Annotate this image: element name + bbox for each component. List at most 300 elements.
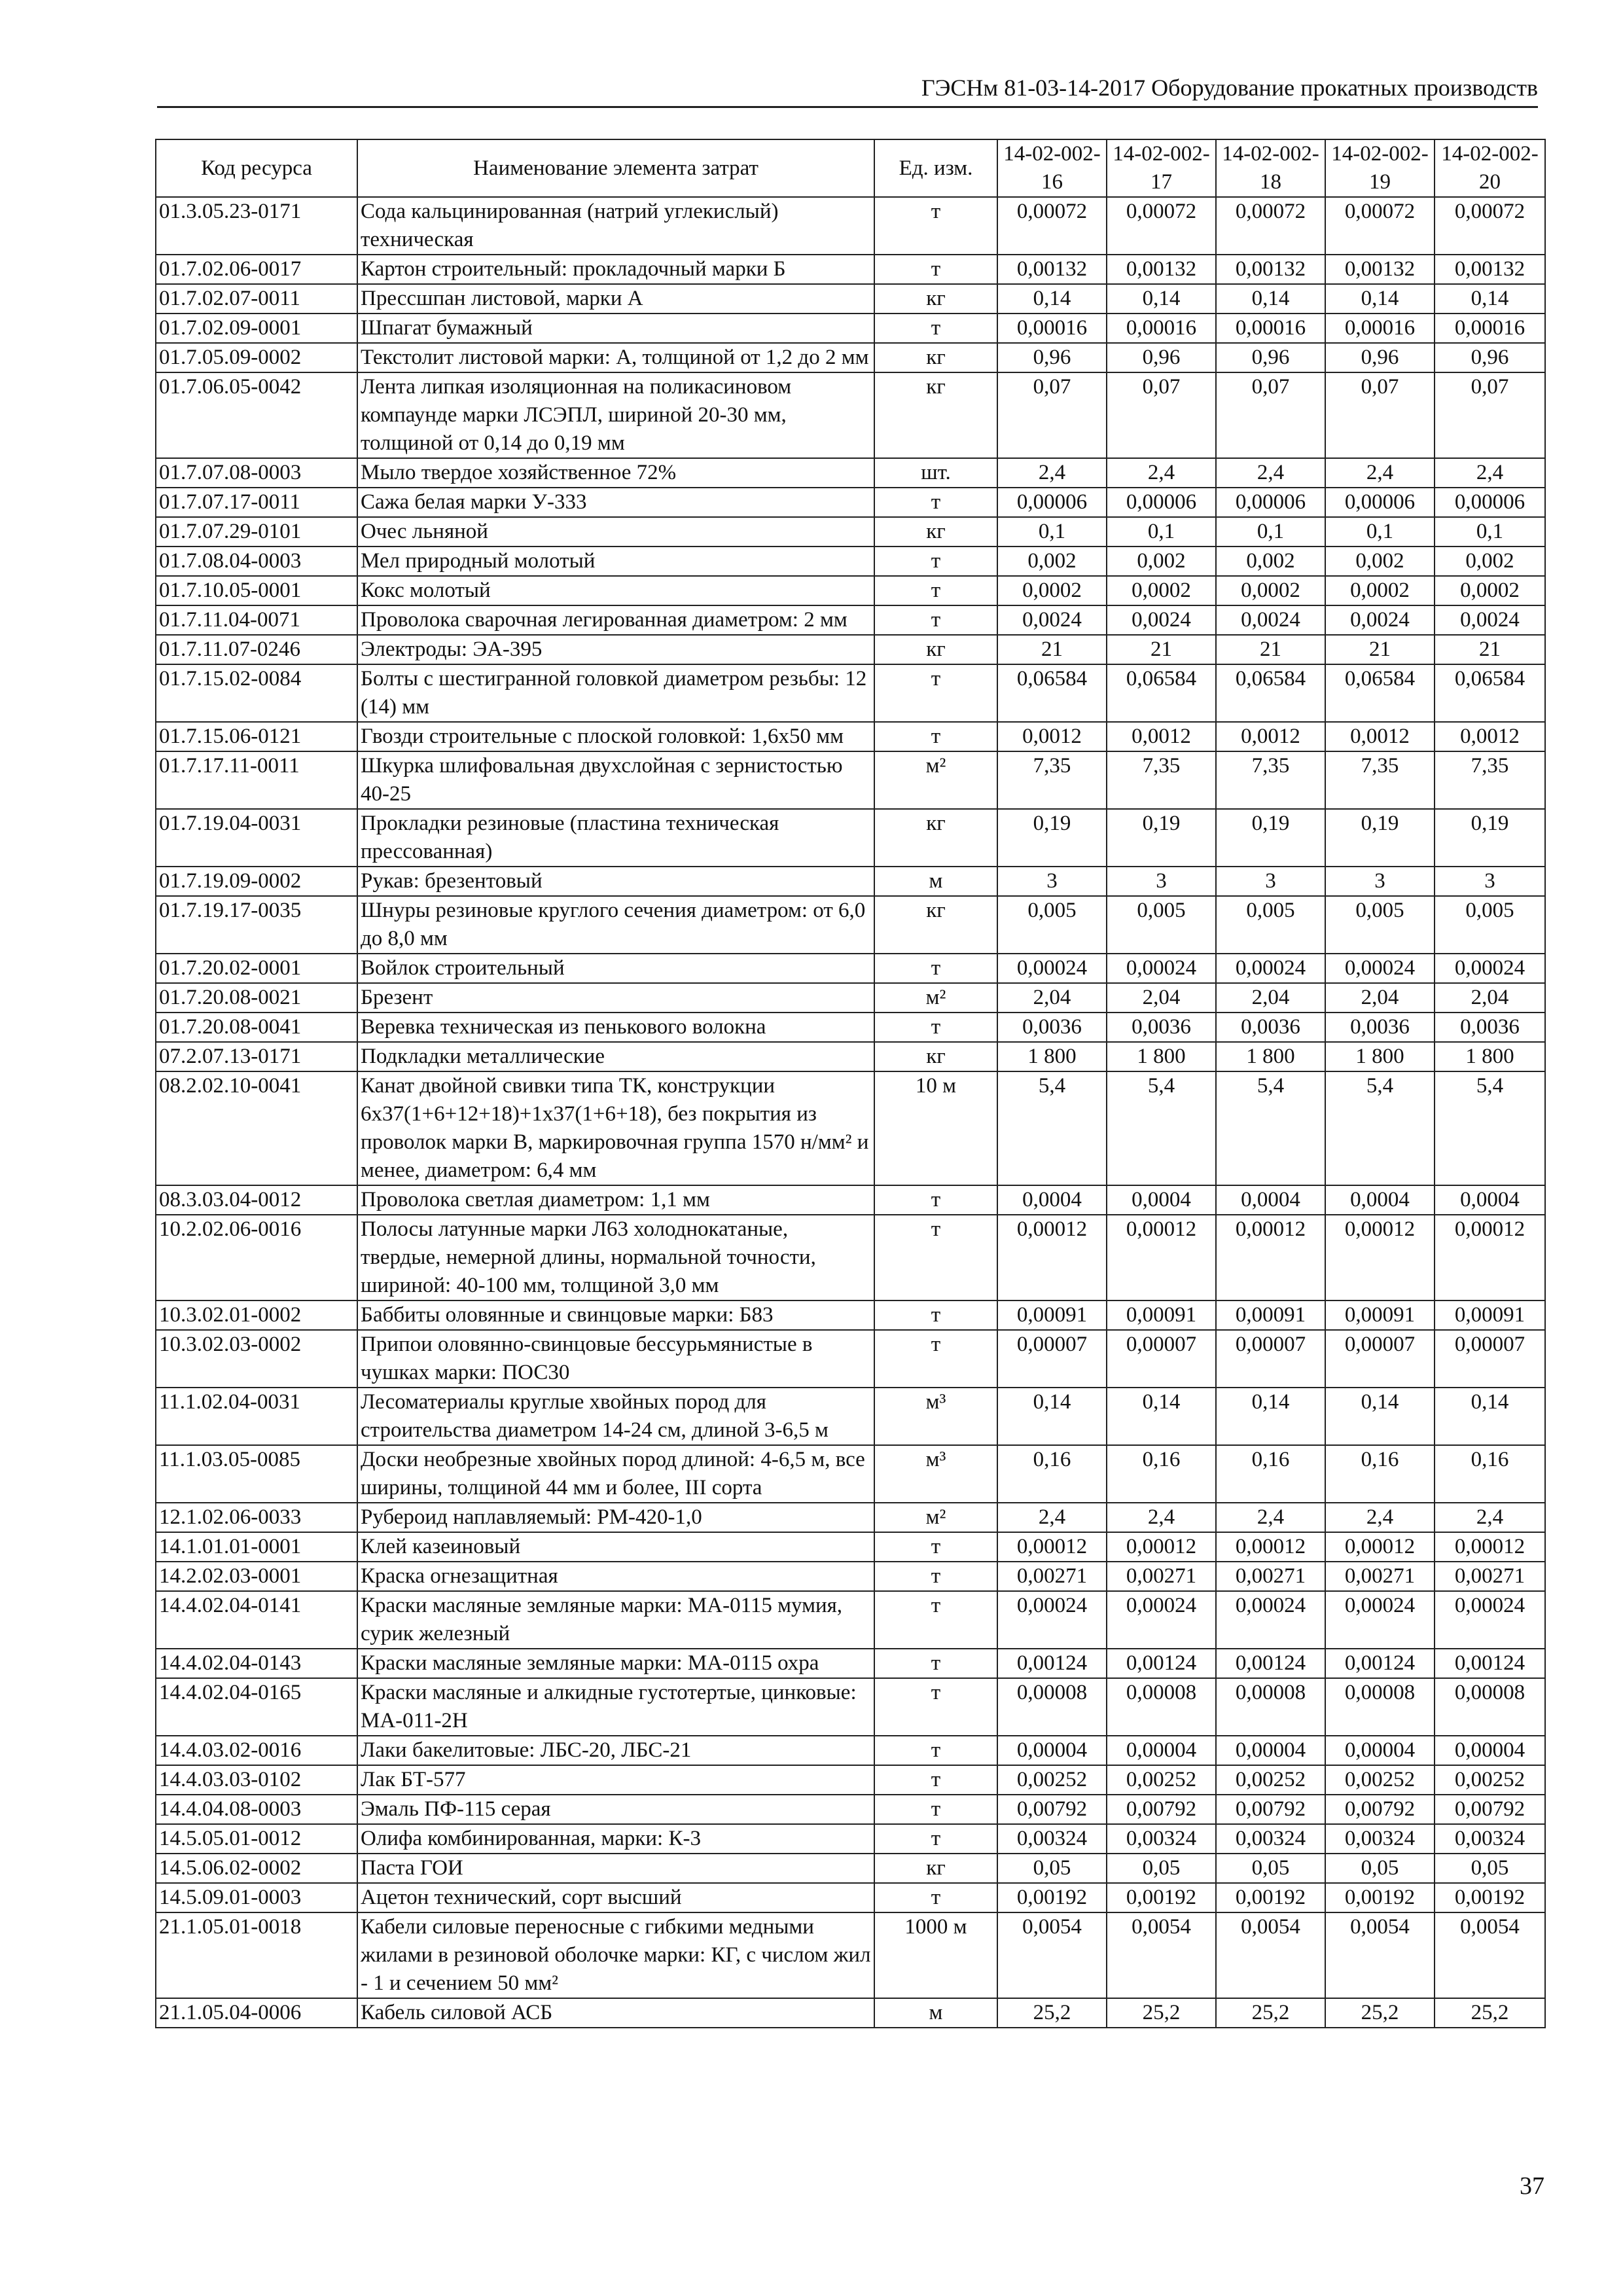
unit-cell: кг xyxy=(874,343,997,372)
norm-value-cell: 0,00792 xyxy=(997,1795,1107,1824)
resource-code-cell: 10.2.02.06-0016 xyxy=(156,1215,357,1300)
table-row xyxy=(156,1042,1545,1071)
cost-element-name-cell: Рубероид наплавляемый: РМ-420-1,0 xyxy=(357,1503,874,1532)
norm-value-cell: 0,16 xyxy=(1435,1445,1545,1503)
norm-value-cell: 0,00016 xyxy=(1216,314,1325,343)
unit-cell: т xyxy=(874,605,997,635)
unit-cell: кг xyxy=(874,896,997,954)
norm-value-cell: 0,00132 xyxy=(1216,255,1325,284)
table-row xyxy=(156,1185,1545,1215)
unit-cell: кг xyxy=(874,1042,997,1071)
norm-value-cell: 0,14 xyxy=(997,1388,1107,1445)
unit-cell: т xyxy=(874,255,997,284)
unit-cell: т xyxy=(874,547,997,576)
norm-value-cell: 7,35 xyxy=(1435,751,1545,809)
norm-value-cell: 0,00324 xyxy=(997,1824,1107,1854)
norm-value-cell: 0,005 xyxy=(1107,896,1216,954)
norm-value-cell: 0,07 xyxy=(997,372,1107,458)
norm-value-cell: 21 xyxy=(1435,635,1545,664)
table-row xyxy=(156,1562,1545,1591)
table-row xyxy=(156,1503,1545,1532)
cost-element-name-cell: Краска огнезащитная xyxy=(357,1562,874,1591)
norm-value-cell: 0,00324 xyxy=(1216,1824,1325,1854)
cost-element-name-cell: Рукав: брезентовый xyxy=(357,867,874,896)
resource-code-cell: 08.3.03.04-0012 xyxy=(156,1185,357,1215)
resource-code-cell: 01.7.20.08-0021 xyxy=(156,983,357,1013)
norm-value-cell: 0,16 xyxy=(1107,1445,1216,1503)
norm-value-cell: 0,002 xyxy=(1325,547,1435,576)
unit-cell: м² xyxy=(874,983,997,1013)
norm-value-cell: 0,1 xyxy=(997,517,1107,547)
resource-code-cell: 21.1.05.04-0006 xyxy=(156,1998,357,2028)
column-header: 14-02-002-17 xyxy=(1107,139,1216,197)
resource-code-cell: 01.7.06.05-0042 xyxy=(156,372,357,458)
resource-code-cell: 01.7.10.05-0001 xyxy=(156,576,357,605)
cost-element-name-cell: Лак БТ-577 xyxy=(357,1765,874,1795)
norm-value-cell: 0,0054 xyxy=(1107,1912,1216,1998)
resource-code-cell: 01.7.11.07-0246 xyxy=(156,635,357,664)
unit-cell: т xyxy=(874,1300,997,1330)
norm-value-cell: 2,4 xyxy=(1435,458,1545,488)
cost-element-name-cell: Лента липкая изоляционная на поликасиновом компаунде марки ЛСЭПЛ, шириной 20-30 мм, толщиной от 0,14 до 0,19 мм xyxy=(357,372,874,458)
unit-cell: т xyxy=(874,576,997,605)
norm-value-cell: 2,4 xyxy=(1107,458,1216,488)
norm-value-cell: 0,00792 xyxy=(1325,1795,1435,1824)
cost-element-name-cell: Краски масляные земляные марки: МА-0115 охра xyxy=(357,1649,874,1678)
unit-cell: т xyxy=(874,1883,997,1912)
unit-cell: т xyxy=(874,1591,997,1649)
table-row xyxy=(156,722,1545,751)
resource-code-cell: 14.4.03.03-0102 xyxy=(156,1765,357,1795)
resource-code-cell: 14.1.01.01-0001 xyxy=(156,1532,357,1562)
unit-cell: т xyxy=(874,664,997,722)
norm-value-cell: 2,4 xyxy=(1325,458,1435,488)
unit-cell: т xyxy=(874,1330,997,1388)
table-row xyxy=(156,1912,1545,1998)
norm-value-cell: 25,2 xyxy=(1216,1998,1325,2028)
norm-value-cell: 3 xyxy=(1107,867,1216,896)
norm-value-cell: 0,00252 xyxy=(1435,1765,1545,1795)
norm-value-cell: 0,00007 xyxy=(1325,1330,1435,1388)
resource-code-cell: 11.1.03.05-0085 xyxy=(156,1445,357,1503)
table-row xyxy=(156,1998,1545,2028)
table-row xyxy=(156,284,1545,314)
norm-value-cell: 0,00091 xyxy=(1435,1300,1545,1330)
table-row xyxy=(156,1300,1545,1330)
table-row xyxy=(156,517,1545,547)
norm-value-cell: 0,00024 xyxy=(1107,954,1216,983)
norm-value-cell: 0,00091 xyxy=(1216,1300,1325,1330)
resource-code-cell: 14.5.09.01-0003 xyxy=(156,1883,357,1912)
norm-value-cell: 0,1 xyxy=(1435,517,1545,547)
cost-element-name-cell: Паста ГОИ xyxy=(357,1854,874,1883)
norm-value-cell: 0,0024 xyxy=(1107,605,1216,635)
norm-value-cell: 0,0004 xyxy=(1435,1185,1545,1215)
norm-value-cell: 0,00012 xyxy=(997,1215,1107,1300)
norm-value-cell: 25,2 xyxy=(997,1998,1107,2028)
unit-cell: кг xyxy=(874,809,997,867)
cost-element-name-cell: Подкладки металлические xyxy=(357,1042,874,1071)
norm-value-cell: 0,14 xyxy=(1435,1388,1545,1445)
norm-value-cell: 0,14 xyxy=(1107,284,1216,314)
norm-value-cell: 0,00124 xyxy=(1325,1649,1435,1678)
resource-code-cell: 01.3.05.23-0171 xyxy=(156,197,357,255)
table-row xyxy=(156,488,1545,517)
resource-code-cell: 01.7.20.08-0041 xyxy=(156,1013,357,1042)
unit-cell: м³ xyxy=(874,1445,997,1503)
norm-value-cell: 0,00024 xyxy=(1435,1591,1545,1649)
norm-value-cell: 0,96 xyxy=(1107,343,1216,372)
norm-value-cell: 0,0002 xyxy=(997,576,1107,605)
norm-value-cell: 0,0012 xyxy=(1325,722,1435,751)
cost-element-name-cell: Припои оловянно-свинцовые бессурьмянистые в чушках марки: ПОС30 xyxy=(357,1330,874,1388)
unit-cell: т xyxy=(874,722,997,751)
norm-value-cell: 0,00012 xyxy=(1216,1532,1325,1562)
table-row xyxy=(156,197,1545,255)
unit-cell: м³ xyxy=(874,1388,997,1445)
norm-value-cell: 5,4 xyxy=(1216,1071,1325,1185)
cost-element-name-cell: Краски масляные земляные марки: МА-0115 мумия, сурик железный xyxy=(357,1591,874,1649)
cost-element-name-cell: Полосы латунные марки Л63 холоднокатаные, твердые, немерной длины, нормальной точности, шириной: 40-100 мм, толщиной 3,0 мм xyxy=(357,1215,874,1300)
norm-value-cell: 0,1 xyxy=(1325,517,1435,547)
table-row xyxy=(156,983,1545,1013)
unit-cell: кг xyxy=(874,517,997,547)
norm-value-cell: 0,0024 xyxy=(997,605,1107,635)
norm-value-cell: 0,0012 xyxy=(1435,722,1545,751)
unit-cell: м² xyxy=(874,751,997,809)
table-row xyxy=(156,314,1545,343)
resource-code-cell: 01.7.15.06-0121 xyxy=(156,722,357,751)
cost-element-name-cell: Болты с шестигранной головкой диаметром резьбы: 12 (14) мм xyxy=(357,664,874,722)
norm-value-cell: 0,19 xyxy=(1435,809,1545,867)
norm-value-cell: 0,002 xyxy=(1216,547,1325,576)
unit-cell: т xyxy=(874,197,997,255)
norm-value-cell: 0,00252 xyxy=(1107,1765,1216,1795)
resource-code-cell: 07.2.07.13-0171 xyxy=(156,1042,357,1071)
unit-cell: т xyxy=(874,1649,997,1678)
norm-value-cell: 0,19 xyxy=(997,809,1107,867)
norm-value-cell: 2,4 xyxy=(1435,1503,1545,1532)
norm-value-cell: 0,00024 xyxy=(1325,1591,1435,1649)
column-header: 14-02-002-18 xyxy=(1216,139,1325,197)
norm-value-cell: 3 xyxy=(1325,867,1435,896)
norm-value-cell: 0,00004 xyxy=(1435,1736,1545,1765)
norm-value-cell: 0,0054 xyxy=(1216,1912,1325,1998)
resource-code-cell: 01.7.20.02-0001 xyxy=(156,954,357,983)
norm-value-cell: 0,00016 xyxy=(1325,314,1435,343)
norm-value-cell: 0,00012 xyxy=(1216,1215,1325,1300)
norm-value-cell: 0,0036 xyxy=(1107,1013,1216,1042)
resource-code-cell: 01.7.02.09-0001 xyxy=(156,314,357,343)
resource-code-cell: 01.7.07.08-0003 xyxy=(156,458,357,488)
norm-value-cell: 0,06584 xyxy=(997,664,1107,722)
norm-value-cell: 0,14 xyxy=(1216,284,1325,314)
norm-value-cell: 0,0004 xyxy=(1216,1185,1325,1215)
norm-value-cell: 0,005 xyxy=(1435,896,1545,954)
cost-element-name-cell: Прокладки резиновые (пластина техническая прессованная) xyxy=(357,809,874,867)
table-row xyxy=(156,1330,1545,1388)
norm-value-cell: 0,00006 xyxy=(1435,488,1545,517)
norm-value-cell: 1 800 xyxy=(997,1042,1107,1071)
norm-value-cell: 0,0036 xyxy=(1435,1013,1545,1042)
table-row xyxy=(156,751,1545,809)
norm-value-cell: 0,16 xyxy=(1325,1445,1435,1503)
norm-value-cell: 1 800 xyxy=(1107,1042,1216,1071)
norm-value-cell: 2,4 xyxy=(1325,1503,1435,1532)
column-header: 14-02-002-20 xyxy=(1435,139,1545,197)
cost-element-name-cell: Баббиты оловянные и свинцовые марки: Б83 xyxy=(357,1300,874,1330)
table-row xyxy=(156,867,1545,896)
norm-value-cell: 0,00192 xyxy=(997,1883,1107,1912)
norm-value-cell: 0,96 xyxy=(997,343,1107,372)
norm-value-cell: 0,00012 xyxy=(1325,1532,1435,1562)
norm-value-cell: 2,04 xyxy=(1216,983,1325,1013)
norm-value-cell: 0,00024 xyxy=(1216,954,1325,983)
norm-value-cell: 0,00091 xyxy=(997,1300,1107,1330)
norm-value-cell: 0,16 xyxy=(1216,1445,1325,1503)
cost-element-name-cell: Кабели силовые переносные с гибкими медными жилами в резиновой оболочке марки: КГ, с числом жил - 1 и сечением 50 мм² xyxy=(357,1912,874,1998)
unit-cell: т xyxy=(874,1185,997,1215)
norm-value-cell: 0,00192 xyxy=(1107,1883,1216,1912)
norm-value-cell: 0,0002 xyxy=(1107,576,1216,605)
norm-value-cell: 0,14 xyxy=(997,284,1107,314)
norm-value-cell: 0,05 xyxy=(997,1854,1107,1883)
norm-value-cell: 0,00132 xyxy=(1107,255,1216,284)
cost-element-name-cell: Краски масляные и алкидные густотертые, цинковые: МА-011-2Н xyxy=(357,1678,874,1736)
unit-cell: т xyxy=(874,1824,997,1854)
norm-value-cell: 0,00016 xyxy=(1435,314,1545,343)
resource-code-cell: 01.7.02.06-0017 xyxy=(156,255,357,284)
norm-value-cell: 0,00012 xyxy=(1435,1215,1545,1300)
norm-value-cell: 0,00007 xyxy=(1107,1330,1216,1388)
cost-element-name-cell: Веревка техническая из пенькового волокна xyxy=(357,1013,874,1042)
norm-value-cell: 0,00024 xyxy=(1325,954,1435,983)
norm-value-cell: 0,14 xyxy=(1216,1388,1325,1445)
norm-value-cell: 0,0002 xyxy=(1216,576,1325,605)
column-header: Код ресурса xyxy=(156,139,357,197)
norm-value-cell: 0,00004 xyxy=(997,1736,1107,1765)
cost-element-name-cell: Проволока светлая диаметром: 1,1 мм xyxy=(357,1185,874,1215)
unit-cell: т xyxy=(874,1736,997,1765)
norm-value-cell: 0,00006 xyxy=(1325,488,1435,517)
norm-value-cell: 0,00271 xyxy=(1435,1562,1545,1591)
norm-value-cell: 0,00132 xyxy=(1325,255,1435,284)
norm-value-cell: 3 xyxy=(997,867,1107,896)
unit-cell: т xyxy=(874,1215,997,1300)
norm-value-cell: 0,00024 xyxy=(997,1591,1107,1649)
column-header: 14-02-002-16 xyxy=(997,139,1107,197)
norm-value-cell: 2,4 xyxy=(997,458,1107,488)
table-row xyxy=(156,1215,1545,1300)
cost-element-name-cell: Лаки бакелитовые: ЛБС-20, ЛБС-21 xyxy=(357,1736,874,1765)
resource-code-cell: 01.7.11.04-0071 xyxy=(156,605,357,635)
table-row xyxy=(156,1591,1545,1649)
norm-value-cell: 0,00007 xyxy=(997,1330,1107,1388)
norm-value-cell: 0,00132 xyxy=(1435,255,1545,284)
norm-value-cell: 0,0004 xyxy=(1107,1185,1216,1215)
norm-value-cell: 0,0012 xyxy=(1216,722,1325,751)
unit-cell: 1000 м xyxy=(874,1912,997,1998)
norm-value-cell: 0,96 xyxy=(1325,343,1435,372)
norm-value-cell: 0,00006 xyxy=(997,488,1107,517)
norm-value-cell: 0,002 xyxy=(997,547,1107,576)
cost-element-name-cell: Шкурка шлифовальная двухслойная с зернистостью 40-25 xyxy=(357,751,874,809)
unit-cell: т xyxy=(874,1678,997,1736)
norm-value-cell: 5,4 xyxy=(997,1071,1107,1185)
norm-value-cell: 0,0004 xyxy=(1325,1185,1435,1215)
norm-value-cell: 1 800 xyxy=(1216,1042,1325,1071)
unit-cell: т xyxy=(874,1765,997,1795)
column-header: 14-02-002-19 xyxy=(1325,139,1435,197)
unit-cell: кг xyxy=(874,372,997,458)
norm-value-cell: 0,00072 xyxy=(1107,197,1216,255)
table-row xyxy=(156,1678,1545,1736)
norm-value-cell: 0,00132 xyxy=(997,255,1107,284)
norm-value-cell: 0,06584 xyxy=(1107,664,1216,722)
unit-cell: м xyxy=(874,867,997,896)
norm-value-cell: 0,00006 xyxy=(1107,488,1216,517)
table-row xyxy=(156,1824,1545,1854)
norm-value-cell: 0,00007 xyxy=(1216,1330,1325,1388)
table-row xyxy=(156,547,1545,576)
norm-value-cell: 0,00091 xyxy=(1325,1300,1435,1330)
unit-cell: т xyxy=(874,1013,997,1042)
norm-value-cell: 0,14 xyxy=(1107,1388,1216,1445)
resource-code-cell: 01.7.07.29-0101 xyxy=(156,517,357,547)
table-row xyxy=(156,1071,1545,1185)
norm-value-cell: 0,00192 xyxy=(1216,1883,1325,1912)
resource-code-cell: 14.4.04.08-0003 xyxy=(156,1795,357,1824)
cost-element-name-cell: Кабель силовой АСБ xyxy=(357,1998,874,2028)
norm-value-cell: 5,4 xyxy=(1435,1071,1545,1185)
resource-code-cell: 14.4.02.04-0165 xyxy=(156,1678,357,1736)
norm-value-cell: 0,19 xyxy=(1216,809,1325,867)
norm-value-cell: 7,35 xyxy=(1325,751,1435,809)
norm-value-cell: 0,00024 xyxy=(1107,1591,1216,1649)
table-row xyxy=(156,1765,1545,1795)
resource-code-cell: 21.1.05.01-0018 xyxy=(156,1912,357,1998)
table-row xyxy=(156,954,1545,983)
norm-value-cell: 0,00124 xyxy=(1216,1649,1325,1678)
norm-value-cell: 2,04 xyxy=(1107,983,1216,1013)
cost-element-name-cell: Картон строительный: прокладочный марки Б xyxy=(357,255,874,284)
norm-value-cell: 3 xyxy=(1435,867,1545,896)
norm-value-cell: 0,0054 xyxy=(997,1912,1107,1998)
cost-element-name-cell: Войлок строительный xyxy=(357,954,874,983)
norm-value-cell: 2,04 xyxy=(1435,983,1545,1013)
norm-value-cell: 21 xyxy=(1216,635,1325,664)
cost-element-name-cell: Кокс молотый xyxy=(357,576,874,605)
resource-code-cell: 14.5.06.02-0002 xyxy=(156,1854,357,1883)
cost-element-name-cell: Проволока сварочная легированная диаметром: 2 мм xyxy=(357,605,874,635)
norm-value-cell: 0,00792 xyxy=(1216,1795,1325,1824)
norm-value-cell: 0,0024 xyxy=(1325,605,1435,635)
norm-value-cell: 0,00072 xyxy=(1325,197,1435,255)
norm-value-cell: 0,005 xyxy=(1325,896,1435,954)
table-row xyxy=(156,458,1545,488)
norm-value-cell: 0,00012 xyxy=(1435,1532,1545,1562)
norm-value-cell: 0,06584 xyxy=(1435,664,1545,722)
norm-value-cell: 0,00324 xyxy=(1435,1824,1545,1854)
norm-value-cell: 0,00072 xyxy=(1435,197,1545,255)
norm-value-cell: 0,005 xyxy=(997,896,1107,954)
norm-value-cell: 0,00004 xyxy=(1216,1736,1325,1765)
norm-value-cell: 0,0054 xyxy=(1325,1912,1435,1998)
norm-value-cell: 0,19 xyxy=(1107,809,1216,867)
norm-value-cell: 0,00252 xyxy=(1216,1765,1325,1795)
norm-value-cell: 0,00091 xyxy=(1107,1300,1216,1330)
unit-cell: кг xyxy=(874,635,997,664)
table-row xyxy=(156,1649,1545,1678)
column-header: Наименование элемента затрат xyxy=(357,139,874,197)
norm-value-cell: 0,1 xyxy=(1107,517,1216,547)
norm-value-cell: 21 xyxy=(997,635,1107,664)
cost-element-name-cell: Электроды: ЭА-395 xyxy=(357,635,874,664)
norm-value-cell: 0,19 xyxy=(1325,809,1435,867)
norm-value-cell: 0,00024 xyxy=(1435,954,1545,983)
norm-value-cell: 0,00792 xyxy=(1435,1795,1545,1824)
resource-code-cell: 10.3.02.03-0002 xyxy=(156,1330,357,1388)
norm-value-cell: 7,35 xyxy=(997,751,1107,809)
unit-cell: 10 м xyxy=(874,1071,997,1185)
norm-value-cell: 0,00012 xyxy=(1325,1215,1435,1300)
unit-cell: кг xyxy=(874,284,997,314)
resource-table xyxy=(155,139,1546,2028)
unit-cell: т xyxy=(874,1532,997,1562)
cost-element-name-cell: Мел природный молотый xyxy=(357,547,874,576)
norm-value-cell: 0,00271 xyxy=(1216,1562,1325,1591)
norm-value-cell: 21 xyxy=(1325,635,1435,664)
norm-value-cell: 0,06584 xyxy=(1325,664,1435,722)
resource-code-cell: 01.7.19.04-0031 xyxy=(156,809,357,867)
cost-element-name-cell: Сажа белая марки У-333 xyxy=(357,488,874,517)
unit-cell: т xyxy=(874,1795,997,1824)
resource-code-cell: 08.2.02.10-0041 xyxy=(156,1071,357,1185)
norm-value-cell: 0,05 xyxy=(1216,1854,1325,1883)
table-row xyxy=(156,635,1545,664)
table-row xyxy=(156,372,1545,458)
unit-cell: т xyxy=(874,954,997,983)
cost-element-name-cell: Брезент xyxy=(357,983,874,1013)
norm-value-cell: 0,00072 xyxy=(997,197,1107,255)
norm-value-cell: 0,00024 xyxy=(1216,1591,1325,1649)
cost-element-name-cell: Канат двойной свивки типа ТК, конструкции 6х37(1+6+12+18)+1х37(1+6+18), без покрытия из проволок марки В, маркировочная группа 1570 н/мм² и менее, диаметром: 6,4 мм xyxy=(357,1071,874,1185)
norm-value-cell: 0,00004 xyxy=(1325,1736,1435,1765)
table-row xyxy=(156,343,1545,372)
norm-value-cell: 0,00124 xyxy=(1435,1649,1545,1678)
document-title: ГЭСНм 81-03-14-2017 Оборудование прокатных производств xyxy=(921,75,1538,101)
norm-value-cell: 0,00008 xyxy=(1216,1678,1325,1736)
norm-value-cell: 0,07 xyxy=(1325,372,1435,458)
cost-element-name-cell: Лесоматериалы круглые хвойных пород для строительства диаметром 14-24 см, длиной 3-6,5 м xyxy=(357,1388,874,1445)
cost-element-name-cell: Доски необрезные хвойных пород длиной: 4-6,5 м, все ширины, толщиной 44 мм и более, III сорта xyxy=(357,1445,874,1503)
resource-code-cell: 01.7.02.07-0011 xyxy=(156,284,357,314)
norm-value-cell: 1 800 xyxy=(1435,1042,1545,1071)
norm-value-cell: 0,00008 xyxy=(1107,1678,1216,1736)
norm-value-cell: 0,0012 xyxy=(1107,722,1216,751)
cost-element-name-cell: Очес льняной xyxy=(357,517,874,547)
norm-value-cell: 0,00007 xyxy=(1435,1330,1545,1388)
resource-code-cell: 01.7.15.02-0084 xyxy=(156,664,357,722)
norm-value-cell: 2,4 xyxy=(1216,1503,1325,1532)
norm-value-cell: 2,04 xyxy=(1325,983,1435,1013)
norm-value-cell: 0,0002 xyxy=(1325,576,1435,605)
norm-value-cell: 0,0002 xyxy=(1435,576,1545,605)
norm-value-cell: 0,00792 xyxy=(1107,1795,1216,1824)
table-row xyxy=(156,809,1545,867)
unit-cell: м xyxy=(874,1998,997,2028)
norm-value-cell: 21 xyxy=(1107,635,1216,664)
